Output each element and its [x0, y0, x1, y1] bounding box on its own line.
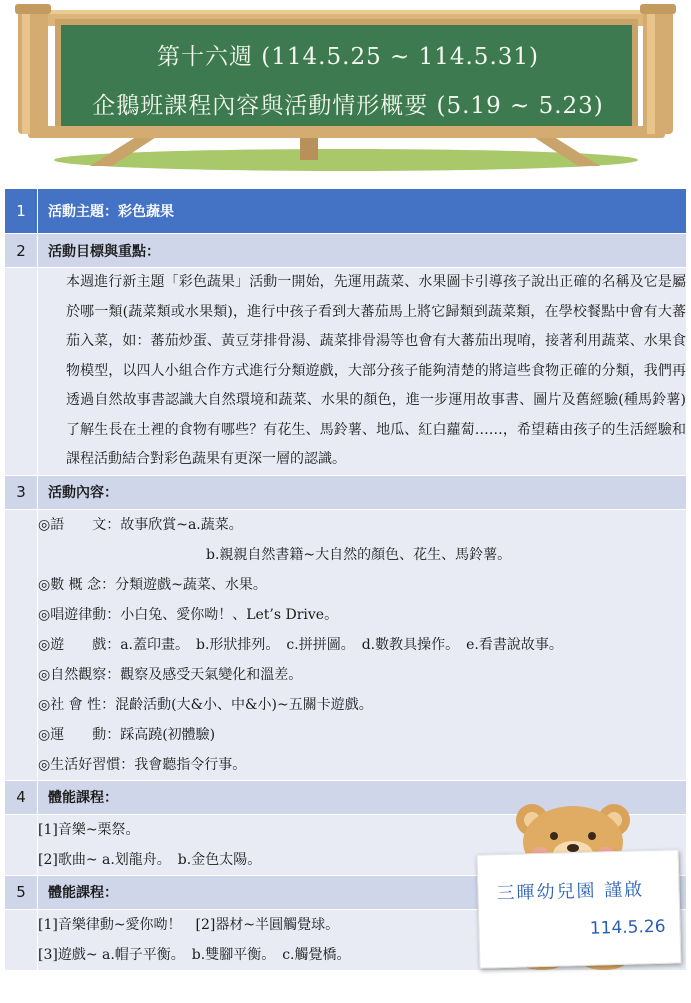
- row-number: 3: [5, 475, 38, 509]
- list-item: ◎遊 戲：a.蓋印畫。 b.形狀排列。 c.拼拼圖。 d.數教具操作。 e.看書說故事。: [38, 636, 563, 653]
- list-item: [2]歌曲~ a.划龍舟。 b.金色太陽。: [38, 851, 262, 868]
- sign-date: 114.5.26: [589, 916, 666, 939]
- list-item: [1]音樂~栗祭。: [38, 821, 140, 838]
- row-activities-header: [5, 475, 687, 509]
- list-item: [3]遊戲~ a.帽子平衡。 b.雙腳平衡。 c.觸覺橋。: [38, 946, 351, 963]
- signature-sign: [477, 849, 682, 968]
- school-signature: 三暉幼兒園 謹啟: [496, 879, 645, 905]
- list-item: ◎唱遊律動：小白兔、愛你呦！、Let’s Drive。: [38, 606, 339, 623]
- row-number: 2: [5, 234, 38, 268]
- row-goals-body: [5, 268, 687, 476]
- row-theme: [5, 189, 687, 234]
- goals-label: 活動目標與重點：: [38, 234, 687, 268]
- header-week-title: 第十六週 (114.5.25 ~ 114.5.31): [157, 44, 539, 70]
- pe-label-2: 體能課程：: [38, 875, 687, 909]
- list-item: ◎數 概 念：分類遊戲~蔬菜、水果。: [38, 576, 267, 593]
- header-class-title: 企鵝班課程內容與活動情形概要 (5.19 ~ 5.23): [92, 93, 604, 119]
- chalkboard-header: [0, 0, 691, 178]
- theme-label: 活動主題：彩色蔬果: [38, 189, 687, 234]
- pe-label-1: 體能課程：: [38, 780, 687, 814]
- list-item: ◎語 文：故事欣賞~a.蔬菜。: [38, 516, 243, 533]
- list-item: b.親親自然書籍~大自然的顏色、花生、馬鈴薯。: [206, 546, 512, 563]
- row-number: 5: [5, 875, 38, 909]
- activities-label: 活動內容：: [38, 475, 687, 509]
- activities-list: [38, 509, 687, 780]
- list-item: ◎自然觀察：觀察及感受天氣變化和溫差。: [38, 666, 303, 683]
- row-number: 1: [5, 189, 38, 234]
- list-item: [1]音樂律動~愛你呦！ [2]器材~半圓觸覺球。: [38, 916, 340, 933]
- list-item: ◎生活好習慣：我會聽指令行事。: [38, 756, 247, 773]
- list-item: ◎運 動：踩高蹺(初體驗): [38, 726, 216, 743]
- row-goals-header: [5, 234, 687, 268]
- goals-paragraph: 本週進行新主題「彩色蔬果」活動一開始，先運用蔬菜、水果圖卡引導孩子說出正確的名稱及它是屬於哪一類(蔬菜類或水果類)，進行中孩子看到大蕃茄馬上將它歸類到蔬菜類，在學校餐點中會有大蕃茄入菜，如：蕃茄炒蛋、黃豆芽排骨湯、蔬菜排骨湯等也會有大蕃茄出現唷，接著利用蔬菜、水果食物模型，以四人小組合作方式進行分類遊戲，大部分孩子能夠清楚的將這些食物正確的分類，我們再透過自然故事書認識大自然環境和蔬菜、水果的顏色，進一步運用故事書、圖片及舊經驗(種馬鈴薯)了解生長在土裡的食物有哪些？有花生、馬鈴薯、地瓜、紅白蘿蔔……，希望藉由孩子的生活經驗和課程活動結合對彩色蔬果有更深一層的認識。: [38, 268, 687, 476]
- list-item: ◎社 會 性：混齡活動(大&小、中&小)~五關卡遊戲。: [38, 696, 373, 713]
- row-activities-body: [5, 509, 687, 780]
- row-number: 4: [5, 780, 38, 814]
